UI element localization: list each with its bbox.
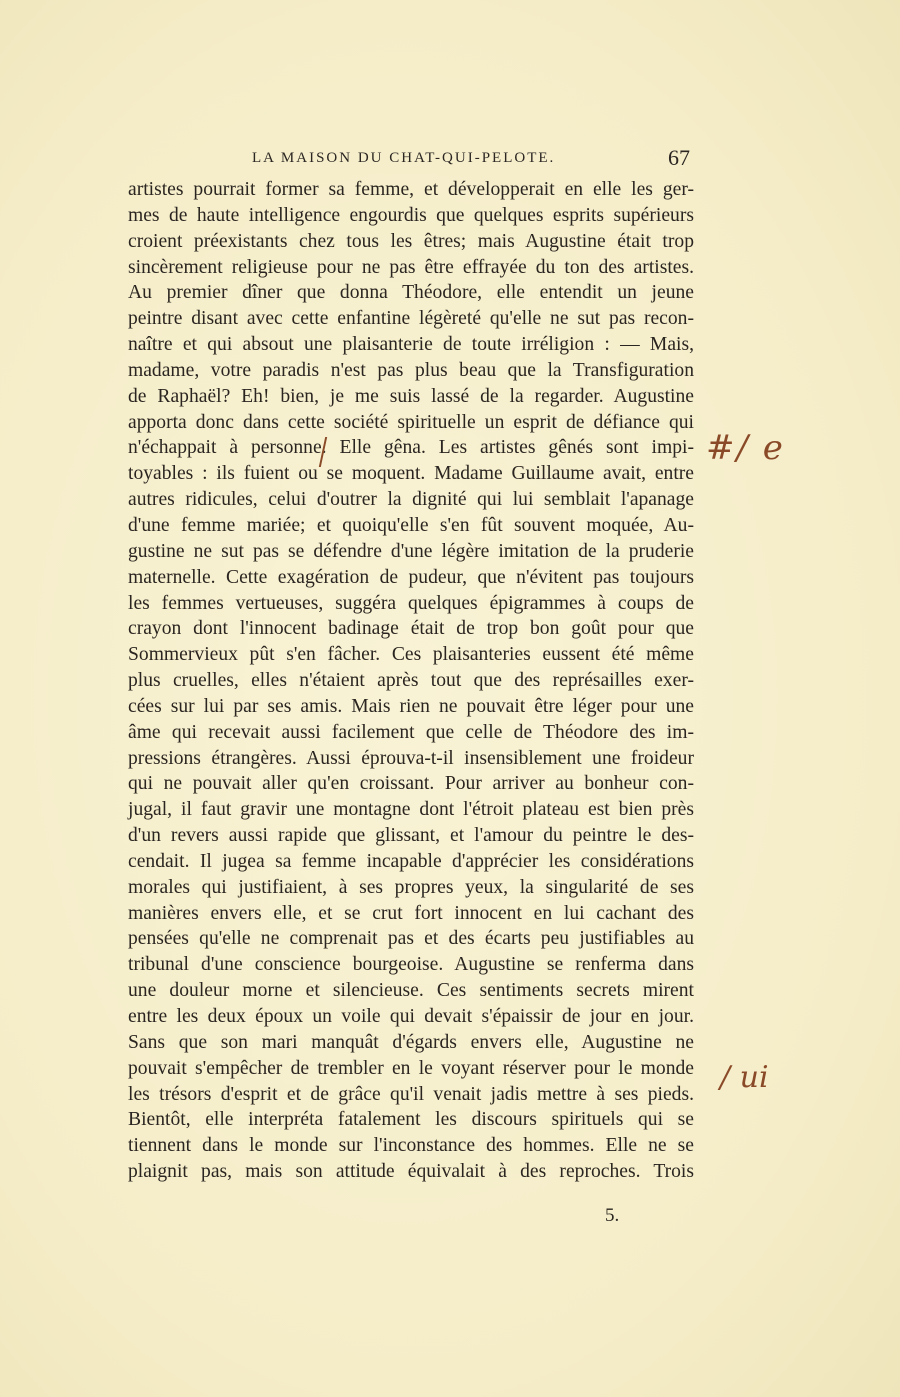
text-line: les trésors d'esprit et de grâce qu'il venait jadis mettre à ses pieds. (128, 1083, 694, 1105)
text-line: n'échappait à personne. Elle gêna. Les artistes gênés sont impi- (128, 437, 694, 459)
text-line: tribunal d'une conscience bourgeoise. Augustine se renferma dans (128, 954, 694, 976)
text-line: naître et qui absout une plaisanterie de toute irréligion : — Mais, (128, 334, 694, 356)
text-line: sincèrement religieuse pour ne pas être effrayée du ton des artistes. (128, 256, 694, 278)
margin-proof-mark: #/ e (706, 428, 785, 468)
text-line: pouvait s'empêcher de trembler en le voyant réserver pour le monde (128, 1057, 694, 1079)
text-line: âme qui recevait aussi facilement que celle de Théodore des im- (128, 721, 694, 743)
text-line: pressions étrangères. Aussi éprouva-t-il insensiblement une froideur (128, 747, 694, 769)
text-line: jugal, il faut gravir une montagne dont l'étroit plateau est bien près (128, 799, 694, 821)
text-line: cées sur lui par ses amis. Mais rien ne pouvait être léger pour une (128, 695, 694, 717)
text-line: apporta donc dans cette société spirituelle un esprit de défiance qui (128, 411, 694, 433)
text-line: manières envers elle, et se crut fort innocent en lui cachant des (128, 902, 694, 924)
text-line: plus cruelles, elles n'étaient après tout que des représailles exer- (128, 670, 694, 692)
text-line: plaignit pas, mais son attitude équivalait à des reproches. Trois (128, 1161, 694, 1183)
text-line: toyables : ils fuient ou se moquent. Madame Guillaume avait, entre (128, 463, 694, 485)
text-line: croient préexistants chez tous les êtres; mais Augustine était trop (128, 230, 694, 252)
page-number: 67 (668, 145, 690, 170)
text-line: Au premier dîner que donna Théodore, elle entendit un jeune (128, 282, 694, 304)
text-line: gustine ne sut pas se défendre d'une légère imitation de la pruderie (128, 540, 694, 562)
signature-mark: 5. (605, 1205, 620, 1226)
text-line: maternelle. Cette exagération de pudeur, que n'évitent pas toujours (128, 566, 694, 588)
text-line: qui ne pouvait aller qu'en croissant. Pour arriver au bonheur con- (128, 773, 694, 795)
text-line: tiennent dans le monde sur l'inconstance des hommes. Elle ne se (128, 1135, 694, 1157)
text-line: cendait. Il jugea sa femme incapable d'apprécier les considérations (128, 850, 694, 872)
text-line: Sommervieux pût s'en fâcher. Ces plaisanteries eussent été même (128, 644, 694, 666)
text-line: madame, votre paradis n'est pas plus beau que la Transfiguration (128, 359, 694, 381)
text-line: peintre disant avec cette enfantine légèreté qu'elle ne sut pas recon- (128, 308, 694, 330)
text-line: pensées qu'elle ne comprenait pas et des écarts peu justifiables au (128, 928, 694, 950)
text-line: d'une femme mariée; et quoiqu'elle s'en fût souvent moquée, Au- (128, 514, 694, 536)
text-line: de Raphaël? Eh! bien, je me suis lassé de la regarder. Augustine (128, 385, 694, 407)
text-line: artistes pourrait former sa femme, et développerait en elle les ger- (128, 179, 694, 200)
text-line: autres ridicules, celui d'outrer la dignité qui lui semblait l'apanage (128, 489, 694, 511)
text-line: crayon dont l'innocent badinage était de trop bon goût pour que (128, 618, 694, 640)
body-text (128, 177, 694, 1185)
text-line: les femmes vertueuses, suggéra quelques épigrammes à coups de (128, 592, 694, 614)
text-line: mes de haute intelligence engourdis que quelques esprits supérieurs (128, 204, 694, 226)
text-line: une douleur morne et silencieuse. Ces sentiments secrets mirent (128, 980, 694, 1002)
text-line: Bientôt, elle interpréta fatalement les discours spirituels qui se (128, 1109, 694, 1131)
text-line: d'un revers aussi rapide que glissant, et l'amour du peintre le des- (128, 825, 694, 847)
text-line: Sans que son mari manquât d'égards envers elle, Augustine ne (128, 1031, 694, 1053)
text-line: morales qui justifiaient, à ses propres yeux, la singularité de ses (128, 876, 694, 898)
margin-proof-mark: / ui (720, 1060, 769, 1095)
text-line: entre les deux époux un voile qui devait s'épaissir de jour en jour. (128, 1006, 694, 1027)
running-title: LA MAISON DU CHAT-QUI-PELOTE. (252, 150, 556, 166)
